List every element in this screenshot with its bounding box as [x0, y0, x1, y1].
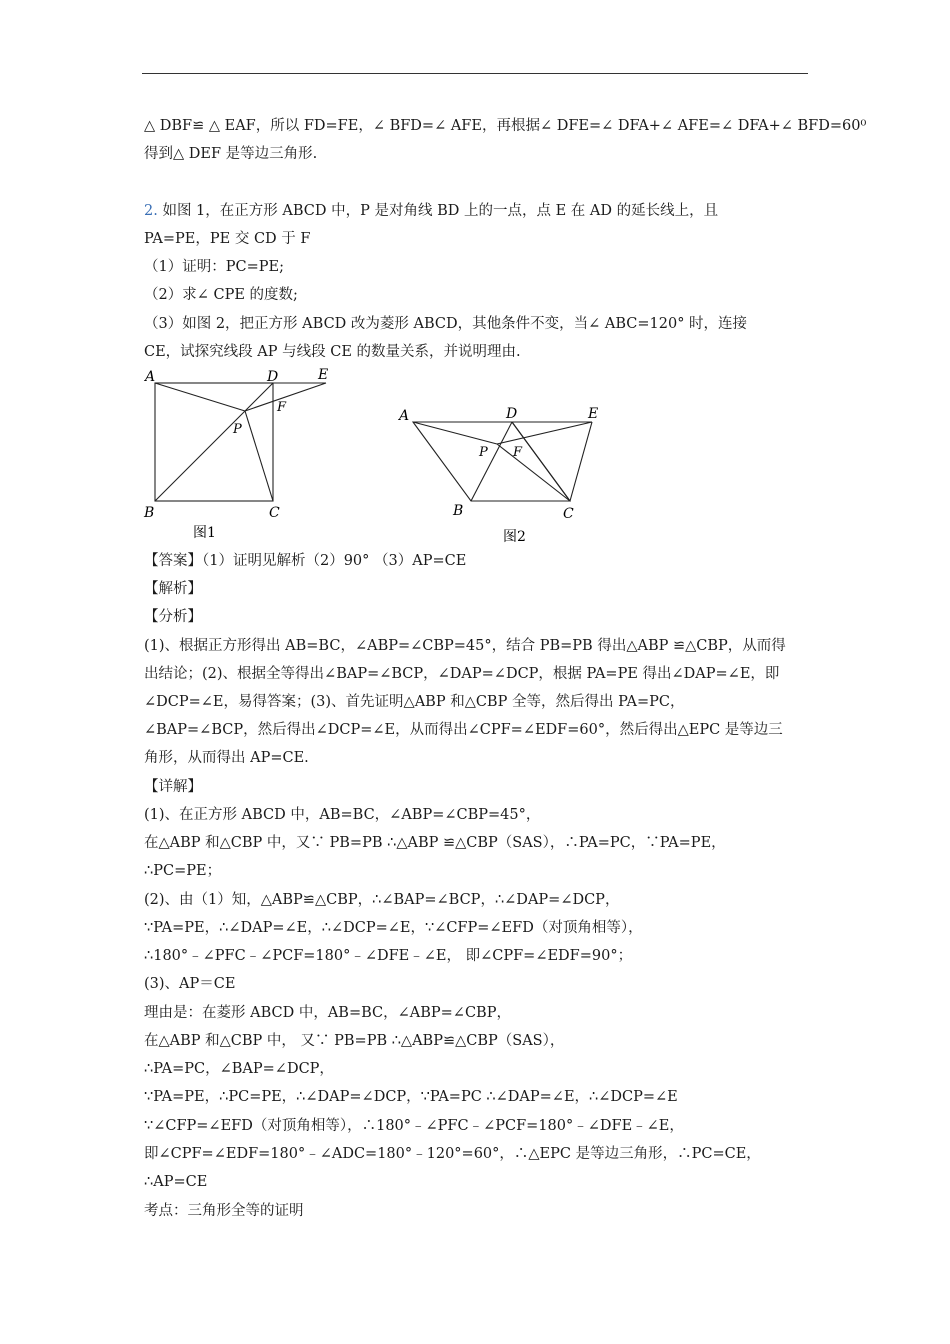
fig1-label-p: P: [233, 422, 242, 437]
fig2-label-c: C: [563, 506, 574, 522]
figure-2-caption: 图2: [503, 529, 526, 545]
detail-line: 在△ABP 和△CBP 中，又∵ PB=PB ∴△ABP ≌△CBP（SAS），∴PA=PC，∵PA=PE，: [144, 835, 726, 851]
answer-line: 【答案】（1）证明见解析（2）90° （3）AP=CE: [144, 553, 467, 569]
detail-line: ∵PA=PE，∴∠DAP=∠E，∴∠DCP=∠E，∵∠CFP=∠EFD（对顶角相等），: [144, 920, 643, 936]
detail-line: ∴PA=PC，∠BAP=∠DCP，: [144, 1061, 334, 1077]
detail-line: ∴AP=CE: [144, 1174, 208, 1190]
text-line: CE，试探究线段 AP 与线段 CE 的数量关系，并说明理由.: [144, 344, 521, 360]
fig2-label-f: F: [513, 445, 523, 460]
fig2-label-a: A: [399, 408, 410, 424]
detail-line: ∵∠CFP=∠EFD（对顶角相等），∴180°﹣∠PFC﹣∠PCF=180°﹣∠DFE﹣∠E，: [144, 1118, 684, 1134]
fig2-label-e: E: [588, 406, 599, 422]
question-2: （2）求∠ CPE 的度数;: [144, 287, 298, 303]
fig1-label-e: E: [318, 367, 329, 383]
detail-line: ∴180°﹣∠PFC﹣∠PCF=180°﹣∠DFE﹣∠E， 即∠CPF=∠EDF=90°；: [144, 948, 633, 964]
analysis-heading: 【解析】: [144, 581, 202, 597]
question-1: （1）证明：PC=PE;: [144, 259, 284, 275]
diagonal-bd: [471, 422, 512, 501]
problem-stem: [144, 201, 814, 221]
kaodian-line: 考点：三角形全等的证明: [144, 1203, 304, 1219]
figure-1: [140, 363, 340, 548]
header-rule: [142, 73, 808, 74]
fig2-label-b: B: [453, 503, 464, 519]
fig1-label-b: B: [144, 505, 155, 521]
text-line: 得到△ DEF 是等边三角形.: [144, 146, 318, 162]
detail-line: ∴PC=PE；: [144, 863, 222, 879]
detail-line: (3)、AP＝CE: [144, 976, 236, 992]
fenxi-line: ∠DCP=∠E，易得答案；(3)、首先证明△ABP 和△CBP 全等，然后得出 PA=PC，: [144, 694, 685, 710]
fig1-label-d: D: [267, 369, 279, 385]
fig1-label-f: F: [277, 400, 287, 415]
detail-heading: 【详解】: [144, 779, 202, 795]
segment-ap: [413, 422, 497, 444]
fenxi-heading: 【分析】: [144, 609, 202, 625]
text-line: △ DBF≌ △ EAF，所以 FD=FE，∠ BFD=∠ AFE，再根据∠ DFE=∠ DFA+∠ AFE=∠ DFA+∠ BFD=60⁰: [144, 118, 867, 134]
segment-ce: [570, 422, 592, 501]
segment-pc: [497, 444, 570, 501]
detail-line: 即∠CPF=∠EDF=180°﹣∠ADC=180°﹣120°=60°，∴△EPC 是等边三角形，∴PC=CE，: [144, 1146, 761, 1162]
detail-line: (1)、在正方形 ABCD 中，AB=BC，∠ABP=∠CBP=45°，: [144, 807, 541, 823]
detail-line: (2)、由（1）知，△ABP≌△CBP，∴∠BAP=∠BCP，∴∠DAP=∠DCP，: [144, 892, 620, 908]
diagonal-bd: [155, 383, 273, 501]
segment-ap: [155, 383, 245, 411]
fig1-label-c: C: [269, 505, 280, 521]
problem-number: 2.: [144, 203, 158, 219]
detail-line: ∵PA=PE，∴PC=PE，∴∠DAP=∠DCP，∵PA=PC ∴∠DAP=∠E，∴∠DCP=∠E: [144, 1089, 678, 1105]
fig2-label-p: P: [479, 445, 488, 460]
fenxi-line: (1)、根据正方形得出 AB=BC，∠ABP=∠CBP=45°，结合 PB=PB 得出△ABP ≌△CBP，从而得: [144, 638, 786, 654]
question-3: （3）如图 2，把正方形 ABCD 改为菱形 ABCD，其他条件不变，当∠ ABC=120° 时，连接: [144, 316, 748, 332]
figure-1-caption: 图1: [193, 525, 216, 541]
segment-pe: [497, 422, 592, 444]
detail-line: 在△ABP 和△CBP 中， 又∵ PB=PB ∴△ABP≌△CBP（SAS），: [144, 1033, 565, 1049]
segment-pc: [245, 411, 273, 501]
fenxi-line: 出结论；(2)、根据全等得出∠BAP=∠BCP，∠DAP=∠DCP，根据 PA=PE 得出∠DAP=∠E，即: [144, 666, 780, 682]
fenxi-line: ∠BAP=∠BCP，然后得出∠DCP=∠E，从而得出∠CPF=∠EDF=60°，然后得出△EPC 是等边三: [144, 722, 783, 738]
text-line: PA=PE，PE 交 CD 于 F: [144, 231, 311, 247]
fig2-label-d: D: [506, 406, 518, 422]
fenxi-line: 角形，从而得出 AP=CE.: [144, 750, 309, 766]
detail-line: 理由是：在菱形 ABCD 中，AB=BC，∠ABP=∠CBP，: [144, 1005, 511, 1021]
problem-stem-text: 如图 1，在正方形 ABCD 中，P 是对角线 BD 上的一点，点 E 在 AD 的延长线上，且: [162, 203, 719, 219]
fig1-label-a: A: [145, 369, 156, 385]
